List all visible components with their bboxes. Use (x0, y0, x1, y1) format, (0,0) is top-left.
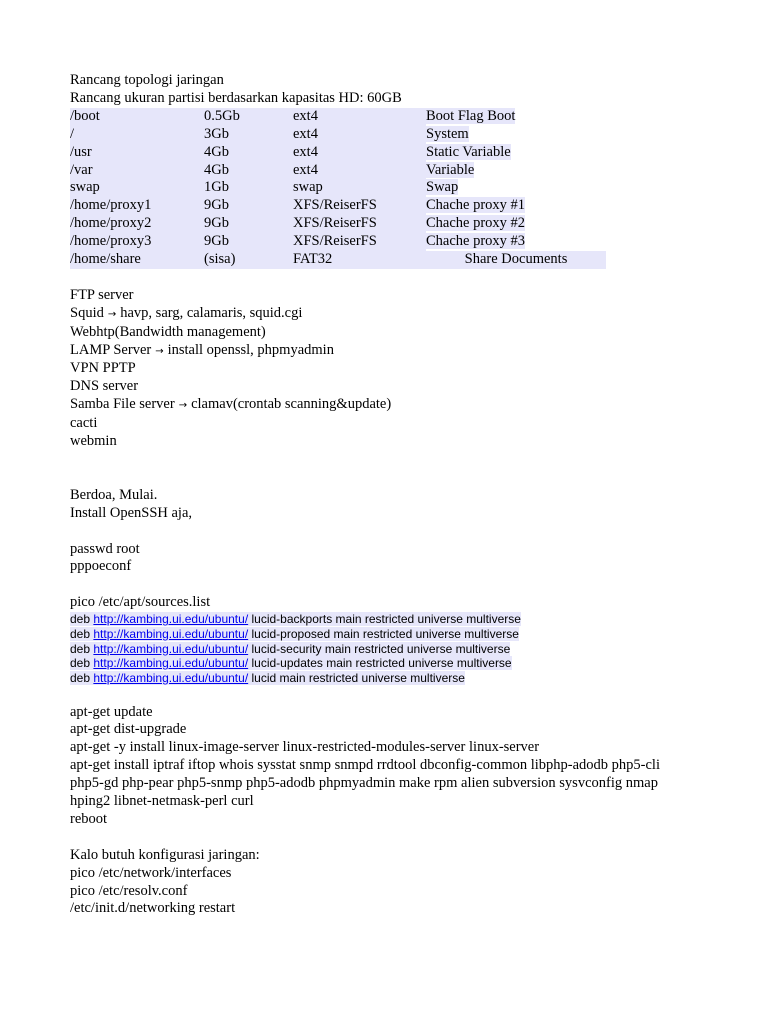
arrow-icon: → (178, 400, 188, 412)
step-pray: Berdoa, Mulai. (70, 486, 158, 503)
service-lamp: LAMP Server → install openssl, phpmyadmin (70, 341, 334, 358)
fs-cell: ext4 (293, 108, 426, 126)
size-cell: 9Gb (204, 215, 293, 233)
size-cell: 4Gb (204, 162, 293, 180)
list-item: deb http://kambing.ui.edu/ubuntu/ lucid-updates main restricted universe multiverse (70, 656, 512, 671)
desc-cell: Chache proxy #2 (426, 215, 526, 232)
table-row (70, 251, 606, 269)
desc-cell: Swap (426, 179, 459, 196)
sources-list (70, 612, 710, 686)
table-row (70, 215, 606, 233)
fs-cell: ext4 (293, 144, 426, 162)
mount-cell: /home/proxy2 (70, 215, 204, 233)
network-heading: Kalo butuh konfigurasi jaringan: (70, 846, 260, 863)
list-item: deb http://kambing.ui.edu/ubuntu/ lucid-proposed main restricted universe multiverse (70, 626, 519, 641)
repo-link[interactable]: http://kambing.ui.edu/ubuntu/ (93, 626, 249, 641)
table-row (70, 108, 606, 126)
fs-cell: ext4 (293, 162, 426, 180)
service-cacti: cacti (70, 415, 98, 432)
repo-link[interactable]: http://kambing.ui.edu/ubuntu/ (93, 656, 249, 671)
desc-cell: Variable (426, 161, 475, 178)
mount-cell: /boot (70, 108, 204, 126)
partition-table (70, 108, 606, 269)
desc-cell: Boot Flag Boot (426, 107, 516, 124)
fs-cell: FAT32 (293, 251, 426, 269)
fs-cell: XFS/ReiserFS (293, 197, 426, 215)
cmd-install-pkgs: apt-get install iptraf iftop whois sysstat snmp snmpd rrdtool dbconfig-common libphp-adodb php5-cli (70, 757, 660, 774)
service-squid: Squid → havp, sarg, calamaris, squid.cgi (70, 304, 303, 321)
arrow-icon: → (155, 345, 164, 357)
mount-cell: /usr (70, 144, 204, 162)
cmd-install-pkgs-cont: php5-gd php-pear php5-snmp php5-adodb phpmyadmin make rpm alien subversion sysvconfig nmap (70, 775, 658, 792)
size-cell: 0.5Gb (204, 108, 293, 126)
fs-cell: XFS/ReiserFS (293, 233, 426, 251)
service-ftp: FTP server (70, 286, 134, 303)
heading-partisi: Rancang ukuran partisi berdasarkan kapasitas HD: 60GB (70, 89, 402, 106)
desc-cell: Chache proxy #3 (426, 233, 526, 250)
mount-cell: /home/proxy3 (70, 233, 204, 251)
desc-cell: Static Variable (426, 143, 511, 160)
cmd-install-kernel: apt-get -y install linux-image-server linux-restricted-modules-server linux-server (70, 739, 540, 756)
size-cell: 9Gb (204, 197, 293, 215)
service-samba: Samba File server → clamav(crontab scanning&update) (70, 396, 392, 413)
fs-cell: XFS/ReiserFS (293, 215, 426, 233)
cmd-install-pkgs-cont: hping2 libnet-netmask-perl curl (70, 793, 254, 810)
size-cell: 9Gb (204, 233, 293, 251)
step-pico-sources: pico /etc/apt/sources.list (70, 594, 211, 611)
size-cell: (sisa) (204, 251, 293, 269)
fs-cell: ext4 (293, 126, 426, 144)
desc-cell: Share Documents (426, 251, 606, 269)
size-cell: 1Gb (204, 179, 293, 197)
step-pppoe: pppoeconf (70, 558, 132, 575)
mount-cell: /home/share (70, 251, 204, 269)
table-row (70, 179, 606, 197)
list-item: deb http://kambing.ui.edu/ubuntu/ lucid main restricted universe multiverse (70, 670, 465, 685)
step-passwd: passwd root (70, 540, 140, 557)
mount-cell: / (70, 126, 204, 144)
service-vpn: VPN PPTP (70, 360, 136, 377)
list-item: deb http://kambing.ui.edu/ubuntu/ lucid-backports main restricted universe multiverse (70, 612, 521, 627)
table-row (70, 162, 606, 180)
table-row (70, 233, 606, 251)
table-row (70, 126, 606, 144)
step-openssh: Install OpenSSH aja, (70, 504, 193, 521)
desc-cell: Chache proxy #1 (426, 197, 526, 214)
desc-cell: System (426, 125, 469, 142)
table-row (70, 144, 606, 162)
cmd-reboot: reboot (70, 810, 108, 827)
cmd-networking-restart: /etc/init.d/networking restart (70, 900, 236, 917)
repo-link[interactable]: http://kambing.ui.edu/ubuntu/ (93, 670, 249, 685)
table-row (70, 197, 606, 215)
mount-cell: swap (70, 179, 204, 197)
service-webmin: webmin (70, 433, 117, 450)
mount-cell: /var (70, 162, 204, 180)
cmd-pico-resolv: pico /etc/resolv.conf (70, 882, 188, 899)
arrow-icon: → (107, 308, 117, 320)
service-dns: DNS server (70, 378, 139, 395)
repo-link[interactable]: http://kambing.ui.edu/ubuntu/ (93, 612, 249, 627)
cmd-apt-update: apt-get update (70, 703, 153, 720)
heading-topologi: Rancang topologi jaringan (70, 72, 224, 88)
cmd-dist-upgrade: apt-get dist-upgrade (70, 721, 187, 738)
size-cell: 4Gb (204, 144, 293, 162)
service-webhtp: Webhtp(Bandwidth management) (70, 323, 266, 340)
mount-cell: /home/proxy1 (70, 197, 204, 215)
size-cell: 3Gb (204, 126, 293, 144)
fs-cell: swap (293, 179, 426, 197)
list-item: deb http://kambing.ui.edu/ubuntu/ lucid-security main restricted universe multiverse (70, 641, 511, 656)
repo-link[interactable]: http://kambing.ui.edu/ubuntu/ (93, 641, 249, 656)
cmd-pico-interfaces: pico /etc/network/interfaces (70, 864, 232, 881)
document-body (70, 72, 710, 918)
